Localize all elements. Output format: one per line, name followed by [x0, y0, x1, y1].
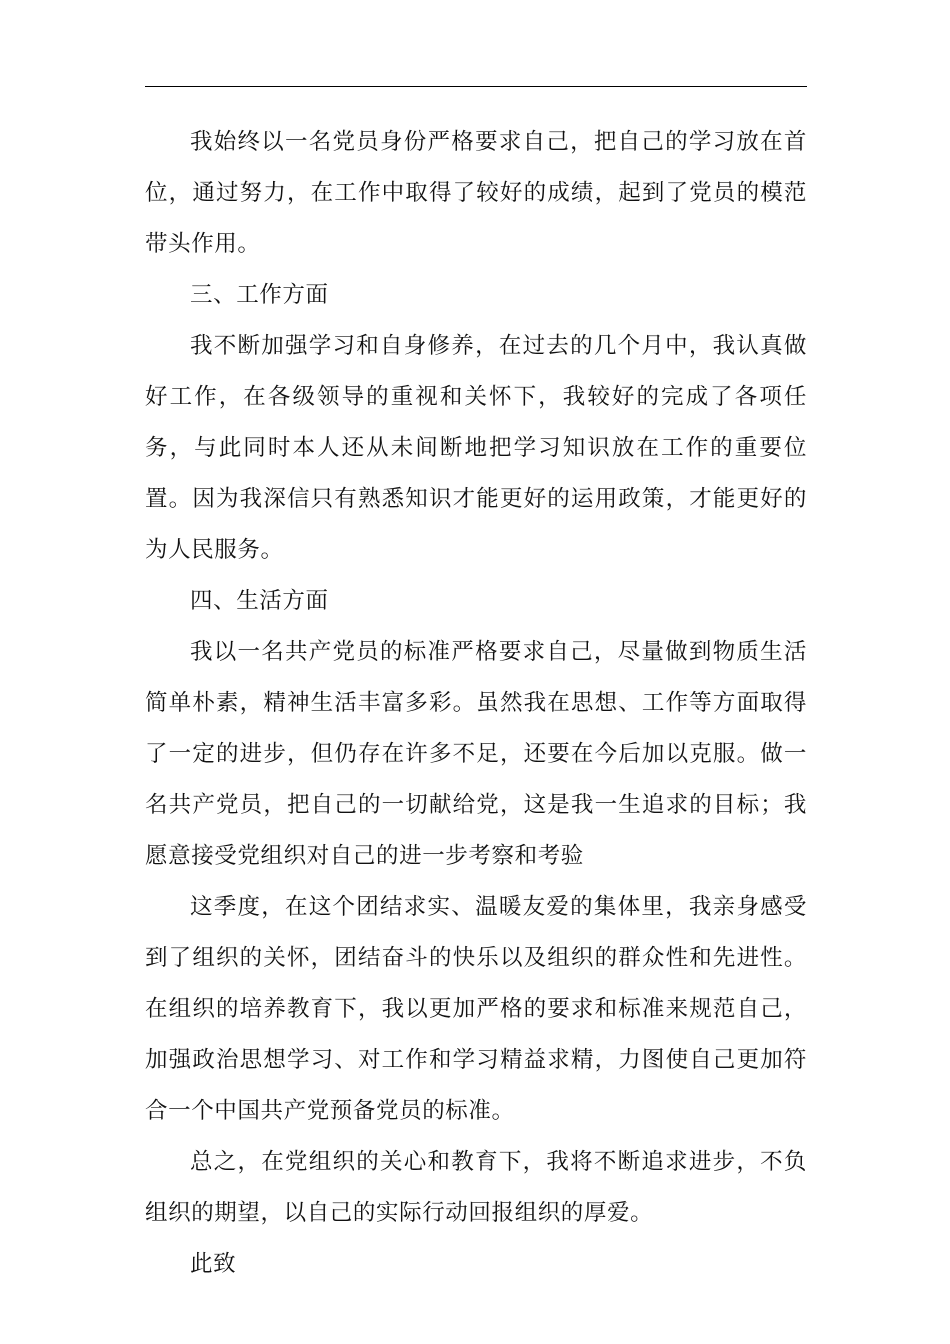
paragraph-intro: 我始终以一名党员身份严格要求自己，把自己的学习放在首位，通过努力，在工作中取得了较好的成绩，起到了党员的模范带头作用。: [145, 129, 807, 257]
paragraph-life: 我以一名共产党员的标准严格要求自己，尽量做到物质生活简单朴素，精神生活丰富多彩。虽然我在思想、工作等方面取得了一定的进步，但仍存在许多不足，还要在今后加以克服。做一名共产党员，把自己的一切献给党，这是我一生追求的目标；我愿意接受党组织对自己的进一步考察和考验: [145, 639, 807, 869]
document-body: [145, 117, 807, 1290]
closing-salutation: 此致: [190, 1251, 237, 1277]
section-heading-work: 三、工作方面: [190, 282, 329, 308]
header-rule: [145, 86, 807, 87]
paragraph-conclusion: 总之，在党组织的关心和教育下，我将不断追求进步，不负组织的期望，以自己的实际行动回报组织的厚爱。: [145, 1149, 807, 1226]
paragraph-work: 我不断加强学习和自身修养，在过去的几个月中，我认真做好工作，在各级领导的重视和关怀下，我较好的完成了各项任务，与此同时本人还从未间断地把学习知识放在工作的重要位置。因为我深信只有熟悉知识才能更好的运用政策，才能更好的为人民服务。: [145, 333, 807, 563]
section-heading-life: 四、生活方面: [190, 588, 329, 614]
paragraph-quarter: 这季度，在这个团结求实、温暖友爱的集体里，我亲身感受到了组织的关怀，团结奋斗的快乐以及组织的群众性和先进性。在组织的培养教育下，我以更加严格的要求和标准来规范自己，加强政治思想学习、对工作和学习精益求精，力图使自己更加符合一个中国共产党预备党员的标准。: [145, 894, 807, 1124]
